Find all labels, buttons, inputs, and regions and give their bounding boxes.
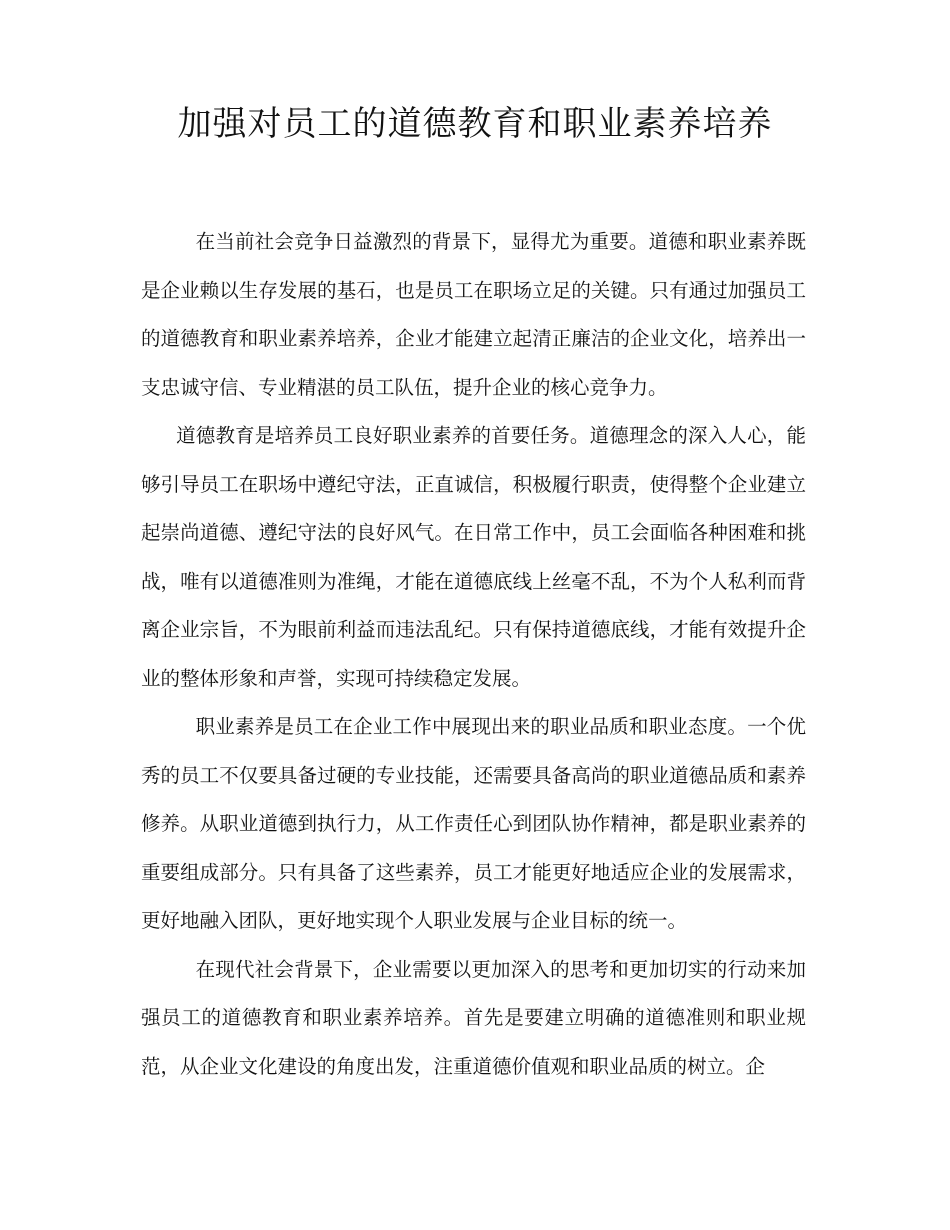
paragraph-3: 职业素养是员工在企业工作中展现出来的职业品质和职业态度。一个优秀的员工不仅要具备过硬的专业技能，还需要具备高尚的职业道德品质和素养修养。从职业道德到执行力，从工作责任心到团队协作精神，都是职业素养的重要组成部分。只有具备了这些素养，员工才能更好地适应企业的发展需求，更好地融入团队，更好地实现个人职业发展与企业目标的统一。 (141, 715, 806, 932)
document-body (141, 218, 806, 1091)
document-title: 加强对员工的道德教育和职业素养培养 (177, 104, 773, 144)
paragraph-1: 在当前社会竞争日益激烈的背景下，显得尤为重要。道德和职业素养既是企业赖以生存发展的基石，也是员工在职场立足的关键。只有通过加强员工的道德教育和职业素养培养，企业才能建立起清正廉洁的企业文化，培养出一支忠诚守信、专业精湛的员工队伍，提升企业的核心竞争力。 (141, 230, 806, 399)
paragraph-2: 道德教育是培养员工良好职业素养的首要任务。道德理念的深入人心，能够引导员工在职场中遵纪守法，正直诚信，积极履行职责，使得整个企业建立起崇尚道德、遵纪守法的良好风气。在日常工作中，员工会面临各种困难和挑战，唯有以道德准则为准绳，才能在道德底线上丝毫不乱，不为个人私利而背离企业宗旨，不为眼前利益而违法乱纪。只有保持道德底线，才能有效提升企业的整体形象和声誉，实现可持续稳定发展。 (141, 424, 806, 690)
paragraph-4: 在现代社会背景下，企业需要以更加深入的思考和更加切实的行动来加强员工的道德教育和职业素养培养。首先是要建立明确的道德准则和职业规范，从企业文化建设的角度出发，注重道德价值观和职业品质的树立。企 (141, 957, 806, 1078)
